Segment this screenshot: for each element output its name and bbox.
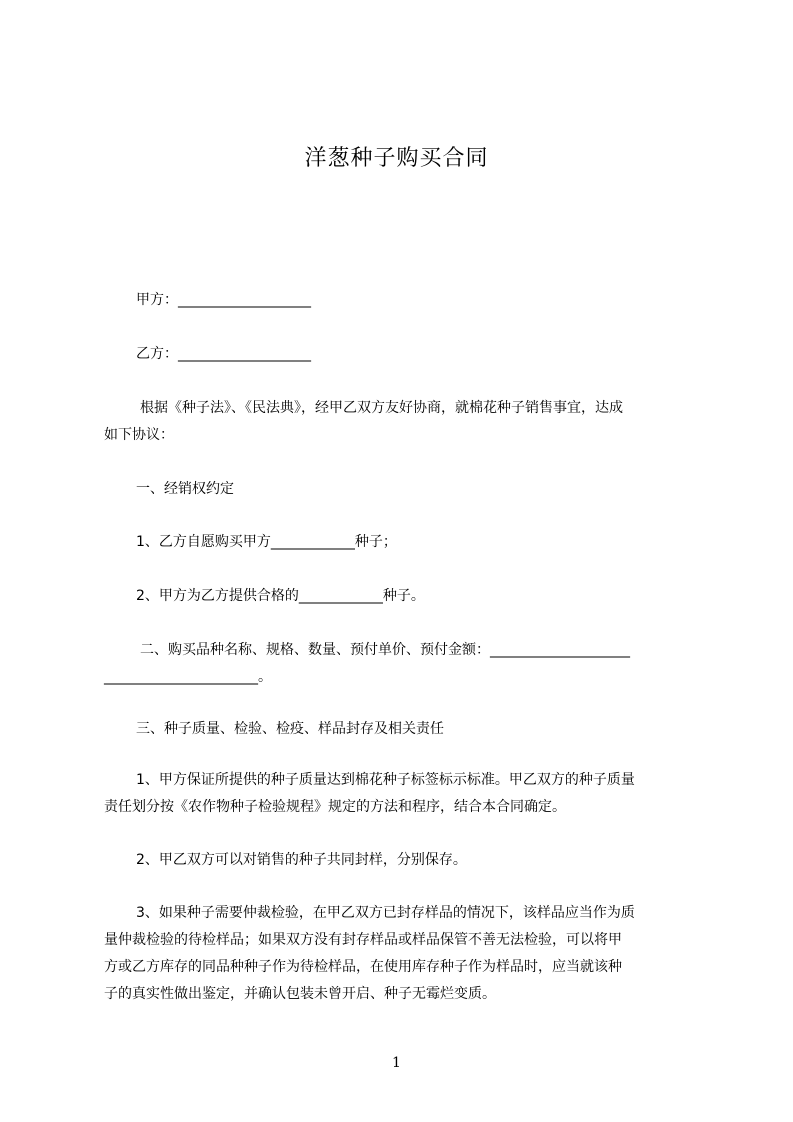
item-3-3-line-1: 3、如果种子需要仲裁检验，在甲乙双方已封存样品的情况下，该样品应当作为质	[136, 905, 635, 921]
section-1-heading: 一、经销权约定	[136, 481, 234, 497]
item-3-3-line-2: 量仲裁检验的待检样品；如果双方没有封存样品或样品保管不善无法检验，可以将甲	[104, 932, 622, 948]
item-3-1-line-1: 1、甲方保证所提供的种子质量达到棉花种子标签标示标准。甲乙双方的种子质量	[136, 772, 635, 788]
section-2-line-2: ______________________。	[104, 669, 272, 685]
document-title: 洋葱种子购买合同	[304, 146, 489, 171]
item-3-3-line-4: 子的真实性做出鉴定，并确认包装未曾开启、种子无霉烂变质。	[104, 986, 496, 1002]
item-1-1: 1、乙方自愿购买甲方____________种子；	[136, 534, 397, 550]
page-number: 1	[392, 1055, 401, 1071]
intro-line-2: 如下协议：	[104, 427, 174, 443]
intro-line-1: 根据《种子法》、《民法典》，经甲乙双方友好协商，就棉花种子销售事宜，达成	[140, 400, 623, 416]
item-3-3-line-3: 方或乙方库存的同品种种子作为待检样品，在使用库存种子作为样品时，应当就该种	[104, 959, 622, 975]
section-2-line-1: 二、购买品种名称、规格、数量、预付单价、预付金额：____________________	[140, 642, 630, 658]
item-3-2: 2、甲乙双方可以对销售的种子共同封样，分别保存。	[136, 852, 467, 868]
item-3-1-line-2: 责任划分按《农作物种子检验规程》规定的方法和程序，结合本合同确定。	[104, 799, 566, 815]
section-3-heading: 三、种子质量、检验、检疫、样品封存及相关责任	[136, 721, 444, 737]
party-b-line: 乙方：___________________	[136, 346, 311, 362]
item-1-2: 2、甲方为乙方提供合格的____________种子。	[136, 588, 425, 604]
party-a-line: 甲方：___________________	[136, 292, 311, 308]
